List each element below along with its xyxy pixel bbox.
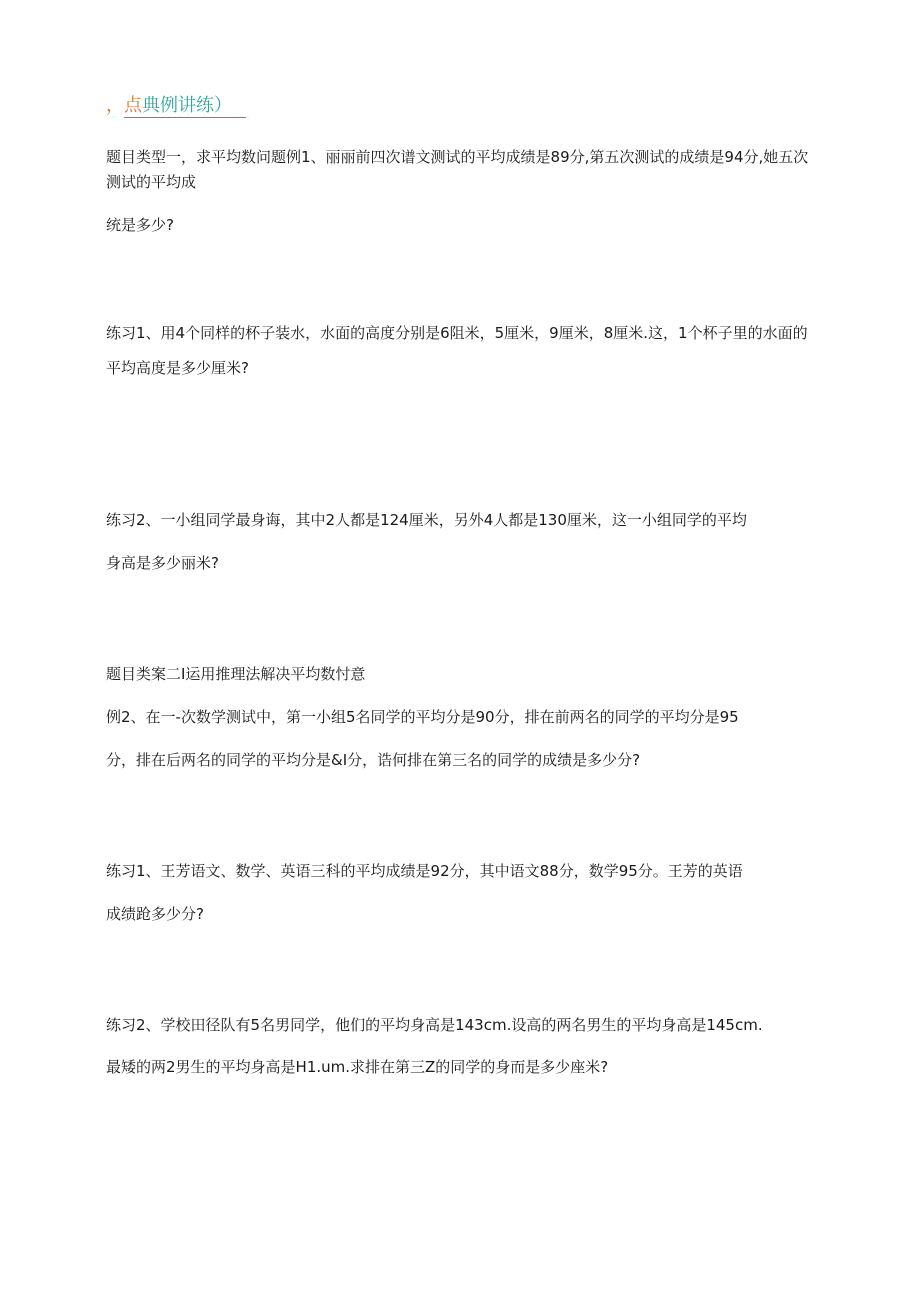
practice2a-line2: 成绩跄多少分? [106,905,204,923]
example1-line2: 测试的平均成 [106,173,197,191]
section-header [106,93,232,119]
header-underline [124,117,246,118]
header-accent-char: 点 [124,95,142,116]
section2-title: 题目类案二I运用推理法解决平均数忖意 [106,665,366,683]
example1-line3: 统是多少? [106,216,174,234]
practice1a-line2: 平均高度是多少厘米? [106,359,249,377]
example2-line1: 例2、在一-次数学测试中，第一小组5名同学的平均分是90分，排在前两名的同学的平均分是95 [106,708,739,726]
header-title: 典例讲练） [142,95,232,116]
practice2b-line1: 练习2、学校田径队有5名男同学，他们的平均身高是143cm.设高的两名男生的平均身高是145cm. [106,1016,763,1034]
example2-line2: 分，排在后两名的同学的平均分是&I分，诰何排在第三名的同学的成绩是多少分? [106,751,641,769]
practice2a-line1: 练习1、王芳语文、数学、英语三科的平均成绩是92分，其中语文88分，数学95分。王芳的英语 [106,862,743,880]
practice1b-line1: 练习2、一小组同学最身诲，其中2人都是124厘米，另外4人都是130厘米，这一小组同学的平均 [106,511,747,529]
practice1a-line1: 练习1、用4个同样的杯子装水，水面的高度分别是6阻米，5厘米，9厘米，8厘米.这，1个杯子里的水面的 [106,324,808,342]
practice2b-line2: 最矮的两2男生的平均身高是H1.um.求排在第三Z的同学的身而是多少座米? [106,1058,609,1076]
practice1b-line2: 身高是多少丽米? [106,554,219,572]
header-lead-punct: ， [106,95,124,116]
example1-line1: 题目类型一，求平均数问题例1、丽丽前四次谱文测试的平均成绩是89分,第五次测试的成绩是94分,她五次 [106,148,809,166]
